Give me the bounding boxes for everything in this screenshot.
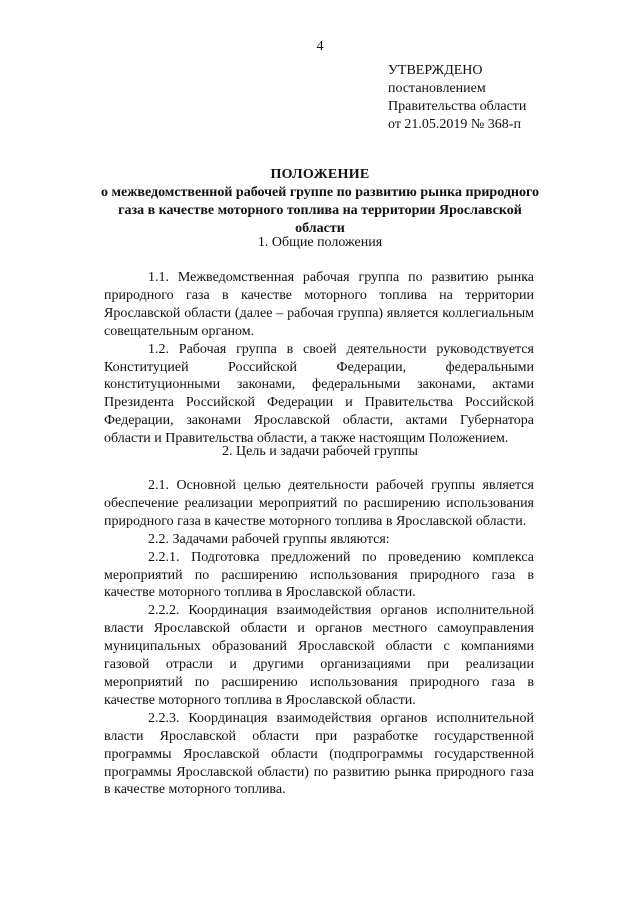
- paragraph: 1.2. Рабочая группа в своей деятельности руководствуется Конституцией Российской Федерации, федеральными конституционными законами, федеральными законами, актами Президента Российской Федерации и Правительства Российской Федерации, законами Ярославской области, актами Губернатора области и Правительства области, а также настоящим Положением.: [104, 341, 534, 447]
- paragraph: 2.2.2. Координация взаимодействия органов исполнительной власти Ярославской области и органов местного самоуправления муниципальных образований Ярославской области с компаниями газовой отрасли и другими организациями при реализации мероприятий по расширению использования природного газа в качестве моторного топлива в Ярославской области.: [104, 603, 534, 708]
- approval-stamp: [388, 62, 526, 134]
- paragraph: 1.1. Межведомственная рабочая группа по развитию рынка природного газа в качестве моторного топлива на территории Ярославской области (далее – рабочая группа) является коллегиальным совещательным органом.: [104, 270, 534, 339]
- title-subtitle-line: о межведомственной рабочей группе по развитию рынка природного: [101, 185, 539, 200]
- approval-line: Правительства области: [388, 99, 527, 114]
- section-2-body: [104, 477, 534, 799]
- approval-line: УТВЕРЖДЕНО: [388, 63, 483, 78]
- paragraph: 2.2.3. Координация взаимодействия органов исполнительной власти Ярославской области при разработке государственной программы Ярославской области (подпрограммы государственной программы Ярославской области) по развитию рынка природного газа в качестве моторного топлива.: [104, 710, 534, 798]
- paragraph: 2.2. Задачами рабочей группы являются:: [148, 531, 390, 547]
- page-number: 4: [316, 39, 324, 54]
- approval-line: постановлением: [388, 81, 486, 96]
- title-subtitle-line: газа в качестве моторного топлива на территории Ярославской области: [118, 203, 522, 236]
- section-1-heading: 1. Общие положения: [257, 235, 383, 250]
- section-2-heading: 2. Цель и задачи рабочей группы: [222, 444, 418, 459]
- section-1-body: [104, 269, 534, 448]
- title-heading: ПОЛОЖЕНИЕ: [270, 167, 370, 182]
- document-title: [100, 166, 540, 238]
- paragraph: 2.2.1. Подготовка предложений по проведению комплекса мероприятий по расширению использования природного газа в качестве моторного топлива в Ярославской области.: [104, 549, 534, 601]
- approval-line: от 21.05.2019 № 368-п: [388, 117, 521, 132]
- paragraph: 2.1. Основной целью деятельности рабочей группы является обеспечение реализации мероприятий по расширению использования природного газа в качестве моторного топлива в Ярославской области.: [104, 478, 534, 529]
